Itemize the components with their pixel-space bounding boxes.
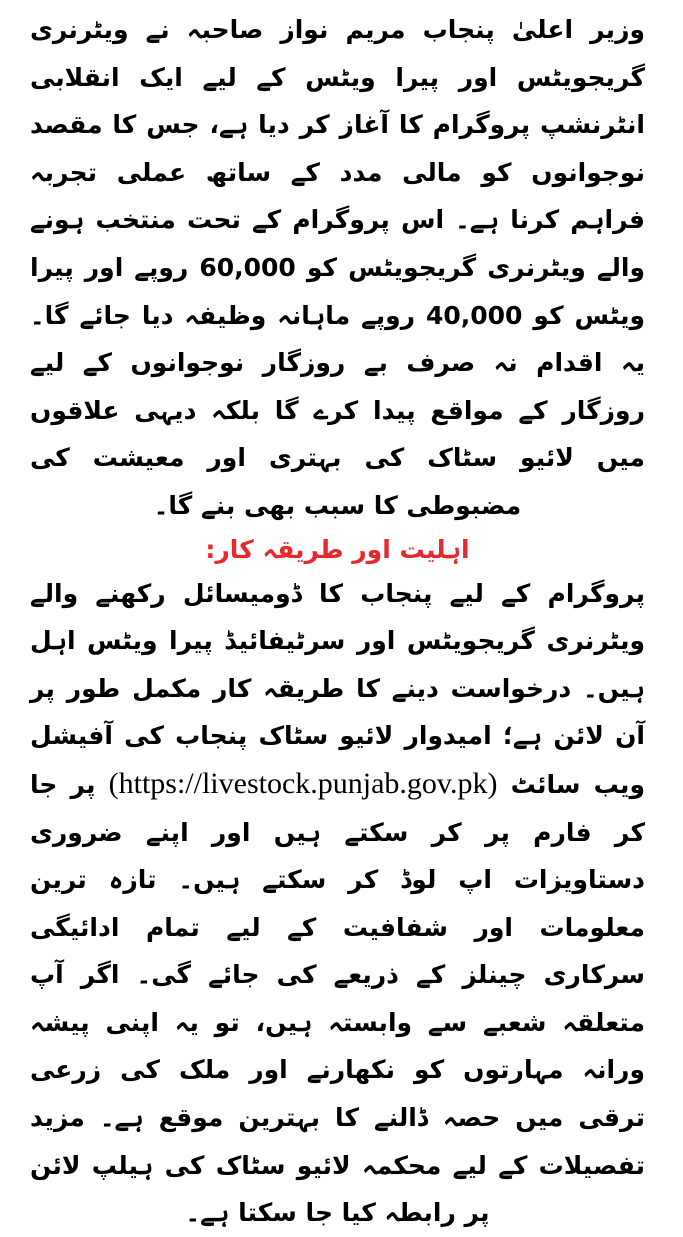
intro-paragraph: وزیر اعلیٰ پنجاب مریم نواز صاحبہ نے ویٹرنری گریجویٹس اور پیرا ویٹس کے لیے ایک انقلابی انٹرنشپ پروگرام کا آغاز کر دیا ہے، جس کا مقصد نوجوانوں کو مالی مدد کے ساتھ عملی تجربہ فراہم کرنا ہے۔ اس پروگرام کے تحت منتخب ہونے والے ویٹرنری گریجویٹس کو 60,000 روپے اور پیرا ویٹس کو 40,000 روپے ماہانہ وظیفہ دیا جائے گا۔ یہ اقدام نہ صرف بے روزگار نوجوانوں کے لیے روزگار کے مواقع پیدا کرے گا بلکہ دیہی علاقوں میں لائیو سٹاک کی بہتری اور معیشت کی مضبوطی کا سبب بھی بنے گا۔ <box>30 15 645 520</box>
eligibility-paragraph <box>30 570 645 1237</box>
website-url: (https://livestock.punjab.gov.pk) <box>108 766 498 800</box>
section-heading: اہلیت اور طریقہ کار: <box>205 534 470 564</box>
eligibility-text-part2: پر جا کر فارم پر کر سکتے ہیں اور اپنے ضروری دستاویزات اپ لوڈ کر سکتے ہیں۔ تازہ ترین معلومات اور شفافیت کے لیے تمام ادائیگی سرکاری چینلز کے ذریعے کی جائے گی۔ اگر آپ متعلقہ شعبے سے وابستہ ہیں، تو یہ اپنی پیشہ ورانہ مہارتوں کو نکھارنے اور ملک کی زرعی ترقی میں حصہ ڈالنے کا بہترین موقع ہے۔ مزید تفصیلات کے لیے محکمہ لائیو سٹاک کی ہیلپ لائن پر رابطہ کیا جا سکتا ہے۔ <box>30 769 645 1228</box>
eligibility-text-part1: پروگرام کے لیے پنجاب کا ڈومیسائل رکھنے والے ویٹرنری گریجویٹس اور سرٹیفائیڈ پیرا ویٹس اہل ہیں۔ درخواست دینے کا طریقہ کار مکمل طور پر آن لائن ہے؛ امیدوار لائیو سٹاک پنجاب کی آفیشل ویب سائٹ <box>30 578 645 799</box>
